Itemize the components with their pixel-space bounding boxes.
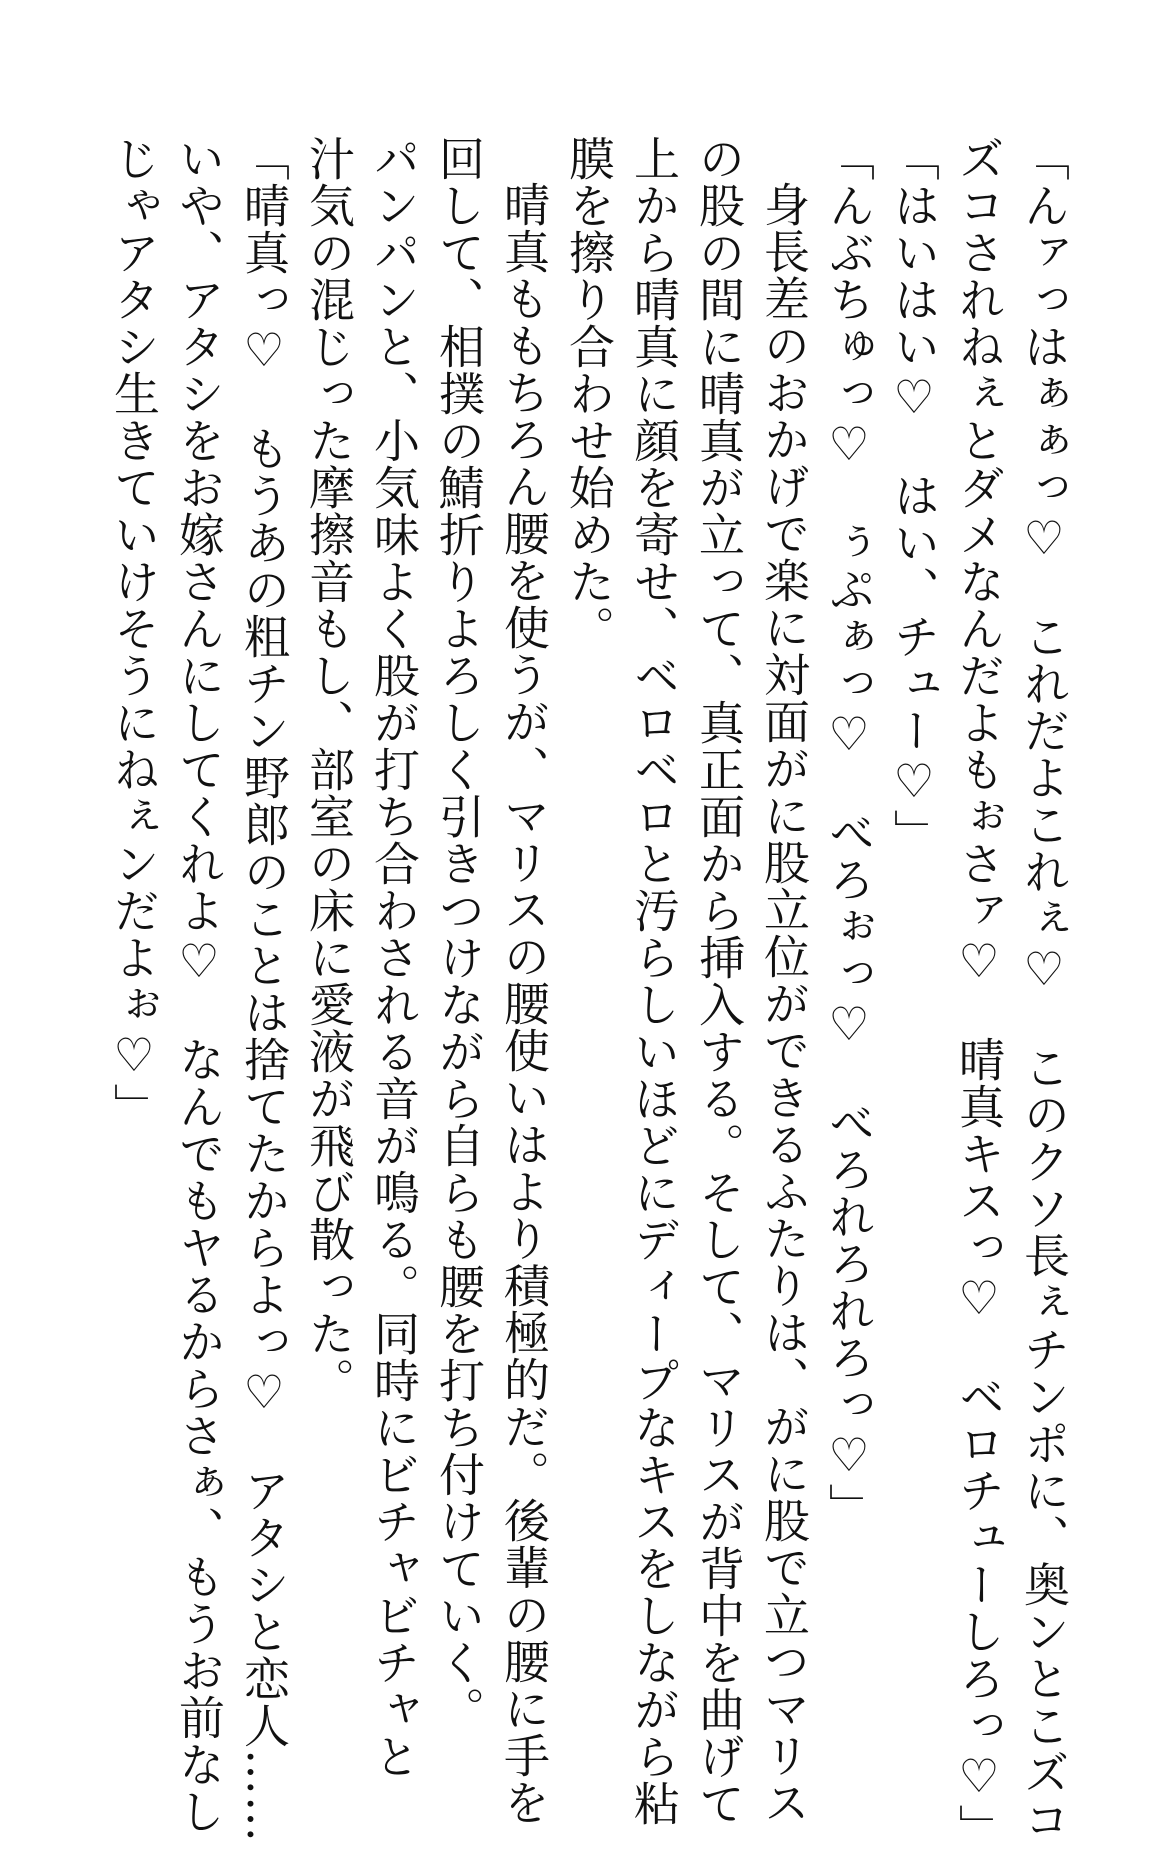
text-line: じゃアタシ生きていけそうにねぇンだよぉ♡」 <box>107 135 161 1130</box>
text-line: 晴真ももちろん腰を使うが、マリスの腰使いはより積極的だ。後輩の腰に手を <box>497 181 551 1826</box>
text-line: パンパンと、小気味よく股が打ち合わされる音が鳴る。同時にビチャビチャと <box>367 135 421 1780</box>
text-line: 「晴真っ♡ もうあの粗チン野郎のことは捨てたからよっ♡ アタシと恋人…… <box>237 135 291 1843</box>
text-line: 「はいはい♡ はい、チュー♡」 <box>887 135 941 856</box>
text-line: 汁気の混じった摩擦音もし、部室の床に愛液が飛び散った。 <box>302 135 356 1404</box>
text-line: 「んぶちゅっ♡ ぅぷぁっ♡ べろぉっ♡ べろれろれろっ♡」 <box>822 135 876 1530</box>
text-line: の股の間に晴真が立って、真正面から挿入する。そして、マリスが背中を曲げて <box>692 135 746 1827</box>
text-line: いや、アタシをお嫁さんにしてくれよ♡ なんでもヤるからさぁ、もうお前なし <box>172 135 226 1835</box>
text-line: 身長差のおかげで楽に対面がに股立位ができるふたりは、がに股で立つマリス <box>757 181 811 1826</box>
text-line: 膜を擦り合わせ始めた。 <box>562 135 616 652</box>
text-line: 回して、相撲の鯖折りよろしく引きつけながら自らも腰を打ち付けていく。 <box>432 135 486 1733</box>
vertical-text-block <box>101 135 1076 1851</box>
text-line: ズコされねぇとダメなんだよもぉさァ♡ 晴真キスっ♡ ベロチューしろっ♡」 <box>952 135 1006 1851</box>
text-line: 「んァっはぁぁっ♡ これだよこれぇ♡ このクソ長ぇチンポに、奥ンとこズコ <box>1017 135 1071 1843</box>
text-line: 上から晴真に顔を寄せ、ベロベロと汚らしいほどにディープなキスをしながら粘 <box>627 135 681 1827</box>
